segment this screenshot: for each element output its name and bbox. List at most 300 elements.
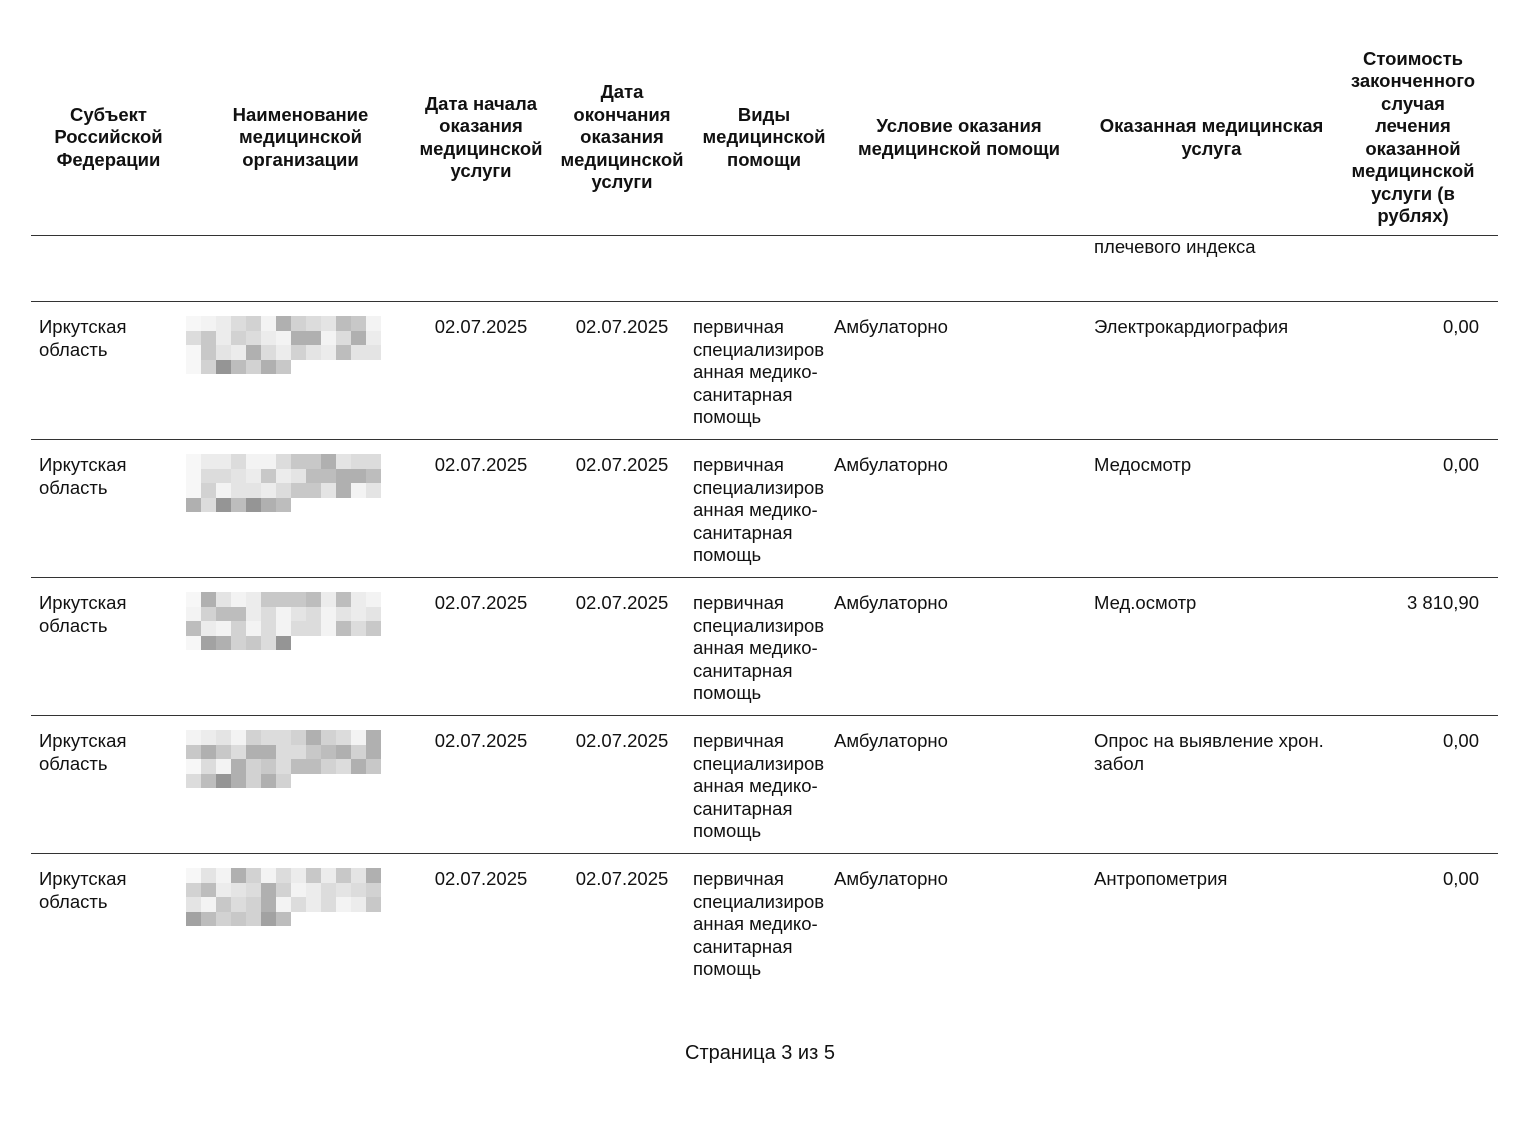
- redaction-pixel: [291, 483, 306, 498]
- table-body: [31, 302, 1498, 991]
- redaction-pixel: [201, 454, 216, 469]
- redaction-pixel: [246, 607, 261, 622]
- redaction-pixel: [231, 316, 246, 331]
- redaction-pixel: [186, 331, 201, 346]
- redaction-pixel: [336, 774, 351, 789]
- redaction-pixel: [321, 483, 336, 498]
- redaction-pixel: [261, 331, 276, 346]
- redaction-pixel: [336, 592, 351, 607]
- redaction-pixel: [231, 498, 246, 513]
- redaction-pixel: [291, 316, 306, 331]
- redaction-pixel: [186, 912, 201, 927]
- redaction-pixel: [306, 883, 321, 898]
- redaction-pixel: [366, 592, 381, 607]
- redaction-pixel: [321, 607, 336, 622]
- redaction-pixel: [366, 897, 381, 912]
- redaction-pixel: [231, 469, 246, 484]
- cell-cost: 0,00: [1442, 454, 1479, 475]
- redaction-pixel: [246, 592, 261, 607]
- redaction-pixel: [216, 469, 231, 484]
- redaction-pixel: [306, 360, 321, 375]
- header-subject: Субъект Российской Федерации: [54, 103, 163, 170]
- redaction-pixel: [336, 607, 351, 622]
- redacted-org-name: [186, 868, 381, 926]
- cell-cost: 0,00: [1442, 316, 1479, 337]
- table-row: [31, 302, 1498, 440]
- redaction-pixel: [231, 360, 246, 375]
- cell-org-redacted: [186, 316, 401, 378]
- redaction-pixel: [291, 592, 306, 607]
- redaction-pixel: [351, 759, 366, 774]
- redacted-org-name: [186, 592, 381, 650]
- cell-condition: Амбулаторно: [834, 592, 948, 613]
- cell-service: Антропометрия: [1094, 868, 1228, 889]
- redaction-pixel: [246, 316, 261, 331]
- cell-care-type: первичная специализиров анная медико- санитарная помощь: [693, 730, 825, 841]
- redaction-pixel: [366, 636, 381, 651]
- redaction-pixel: [306, 774, 321, 789]
- redaction-pixel: [306, 331, 321, 346]
- redaction-pixel: [276, 621, 291, 636]
- redaction-pixel: [336, 454, 351, 469]
- redaction-pixel: [336, 345, 351, 360]
- redaction-pixel: [231, 345, 246, 360]
- redaction-pixel: [291, 883, 306, 898]
- redaction-pixel: [261, 897, 276, 912]
- redaction-pixel: [246, 621, 261, 636]
- cell-subject: Иркутская область: [39, 592, 127, 636]
- redaction-pixel: [306, 483, 321, 498]
- cell-condition: Амбулаторно: [834, 454, 948, 475]
- header-end-date: Дата окончания оказания медицинской услуги: [560, 81, 684, 193]
- cell-cost: 3 810,90: [1406, 592, 1479, 613]
- cell-org-redacted: [186, 454, 401, 516]
- redaction-pixel: [366, 316, 381, 331]
- cell-care-type: первичная специализиров анная медико- санитарная помощь: [693, 316, 825, 427]
- redaction-pixel: [216, 331, 231, 346]
- redaction-pixel: [306, 454, 321, 469]
- redaction-pixel: [366, 469, 381, 484]
- redaction-pixel: [201, 345, 216, 360]
- redaction-pixel: [231, 483, 246, 498]
- redaction-pixel: [216, 316, 231, 331]
- redaction-pixel: [261, 912, 276, 927]
- redaction-pixel: [366, 730, 381, 745]
- redaction-pixel: [366, 912, 381, 927]
- redaction-pixel: [276, 636, 291, 651]
- cell-start-date: 02.07.2025: [434, 454, 528, 475]
- redaction-pixel: [246, 774, 261, 789]
- redaction-pixel: [351, 912, 366, 927]
- redaction-pixel: [216, 759, 231, 774]
- redaction-pixel: [186, 759, 201, 774]
- redaction-pixel: [336, 912, 351, 927]
- redaction-pixel: [261, 498, 276, 513]
- redaction-pixel: [186, 897, 201, 912]
- redaction-pixel: [246, 331, 261, 346]
- redaction-pixel: [351, 883, 366, 898]
- redaction-pixel: [306, 592, 321, 607]
- cell-org-redacted: [186, 868, 401, 930]
- redaction-pixel: [366, 345, 381, 360]
- cell-org-redacted: [186, 592, 401, 654]
- redaction-pixel: [231, 912, 246, 927]
- redaction-pixel: [216, 912, 231, 927]
- redaction-pixel: [291, 360, 306, 375]
- redaction-pixel: [321, 316, 336, 331]
- redaction-pixel: [351, 636, 366, 651]
- redaction-pixel: [351, 868, 366, 883]
- redaction-pixel: [336, 621, 351, 636]
- redaction-pixel: [261, 868, 276, 883]
- redaction-pixel: [186, 345, 201, 360]
- redaction-pixel: [201, 360, 216, 375]
- table-row: [31, 440, 1498, 578]
- redaction-pixel: [336, 360, 351, 375]
- redaction-pixel: [246, 912, 261, 927]
- redaction-pixel: [291, 469, 306, 484]
- cell-service: Мед.осмотр: [1094, 592, 1197, 613]
- redaction-pixel: [306, 730, 321, 745]
- redaction-pixel: [246, 868, 261, 883]
- redaction-pixel: [231, 592, 246, 607]
- redaction-pixel: [336, 331, 351, 346]
- redaction-pixel: [216, 360, 231, 375]
- cell-start-date: 02.07.2025: [434, 868, 528, 889]
- redaction-pixel: [291, 454, 306, 469]
- redaction-pixel: [216, 745, 231, 760]
- redaction-pixel: [231, 883, 246, 898]
- redaction-pixel: [366, 759, 381, 774]
- redaction-pixel: [351, 897, 366, 912]
- redaction-pixel: [276, 774, 291, 789]
- redaction-pixel: [261, 759, 276, 774]
- redaction-pixel: [246, 498, 261, 513]
- redaction-pixel: [306, 498, 321, 513]
- redaction-pixel: [291, 745, 306, 760]
- redaction-pixel: [261, 745, 276, 760]
- redaction-pixel: [246, 883, 261, 898]
- cell-subject: Иркутская область: [39, 730, 127, 774]
- redaction-pixel: [291, 897, 306, 912]
- redaction-pixel: [261, 360, 276, 375]
- redaction-pixel: [291, 621, 306, 636]
- redaction-pixel: [321, 774, 336, 789]
- redaction-pixel: [321, 592, 336, 607]
- cell-end-date: 02.07.2025: [575, 730, 669, 751]
- redaction-pixel: [186, 730, 201, 745]
- redaction-pixel: [336, 868, 351, 883]
- redaction-pixel: [306, 607, 321, 622]
- redaction-pixel: [216, 498, 231, 513]
- redaction-pixel: [186, 469, 201, 484]
- redaction-pixel: [336, 469, 351, 484]
- redaction-pixel: [276, 883, 291, 898]
- redaction-pixel: [261, 607, 276, 622]
- redaction-pixel: [306, 636, 321, 651]
- redaction-pixel: [216, 883, 231, 898]
- redaction-pixel: [321, 469, 336, 484]
- redaction-pixel: [201, 759, 216, 774]
- redaction-pixel: [276, 912, 291, 927]
- redaction-pixel: [276, 345, 291, 360]
- cell-condition: Амбулаторно: [834, 316, 948, 337]
- redaction-pixel: [351, 454, 366, 469]
- redaction-pixel: [261, 469, 276, 484]
- redaction-pixel: [321, 912, 336, 927]
- redaction-pixel: [246, 360, 261, 375]
- redaction-pixel: [186, 883, 201, 898]
- redacted-org-name: [186, 316, 381, 374]
- redaction-pixel: [246, 636, 261, 651]
- redaction-pixel: [201, 592, 216, 607]
- cell-care-type: первичная специализиров анная медико- санитарная помощь: [693, 454, 825, 565]
- redaction-pixel: [186, 498, 201, 513]
- header-care-type: Виды медицинской помощи: [702, 103, 826, 170]
- cell-condition: Амбулаторно: [834, 868, 948, 889]
- header-start-date: Дата начала оказания медицинской услуги: [419, 92, 543, 181]
- table-row: [31, 716, 1498, 854]
- redaction-pixel: [231, 331, 246, 346]
- redaction-pixel: [351, 592, 366, 607]
- redaction-pixel: [321, 883, 336, 898]
- redaction-pixel: [231, 621, 246, 636]
- cell-start-date: 02.07.2025: [434, 316, 528, 337]
- redaction-pixel: [366, 483, 381, 498]
- header-service: Оказанная медицинская услуга: [1099, 115, 1324, 159]
- redacted-org-name: [186, 730, 381, 788]
- redaction-pixel: [351, 774, 366, 789]
- redacted-org-name: [186, 454, 381, 512]
- redaction-pixel: [231, 897, 246, 912]
- redaction-pixel: [246, 345, 261, 360]
- redaction-pixel: [336, 897, 351, 912]
- redaction-pixel: [261, 636, 276, 651]
- redaction-pixel: [351, 331, 366, 346]
- cell-end-date: 02.07.2025: [575, 592, 669, 613]
- redaction-pixel: [336, 883, 351, 898]
- redaction-pixel: [321, 454, 336, 469]
- services-table: [31, 40, 1498, 991]
- cell-condition: Амбулаторно: [834, 730, 948, 751]
- redaction-pixel: [351, 730, 366, 745]
- redaction-pixel: [291, 759, 306, 774]
- cell-care-type: первичная специализиров анная медико- санитарная помощь: [693, 592, 825, 703]
- redaction-pixel: [276, 331, 291, 346]
- redaction-pixel: [291, 607, 306, 622]
- redaction-pixel: [306, 745, 321, 760]
- redaction-pixel: [246, 745, 261, 760]
- redaction-pixel: [336, 745, 351, 760]
- redaction-pixel: [261, 730, 276, 745]
- redaction-pixel: [246, 759, 261, 774]
- redaction-pixel: [336, 759, 351, 774]
- table-header: [31, 40, 1498, 236]
- redaction-pixel: [351, 316, 366, 331]
- redaction-pixel: [276, 730, 291, 745]
- redaction-pixel: [231, 759, 246, 774]
- redaction-pixel: [336, 730, 351, 745]
- header-cost: Стоимость законченного случая лечения оказанной медицинской услуги (в рублях): [1350, 47, 1476, 226]
- redaction-pixel: [321, 636, 336, 651]
- redaction-pixel: [351, 483, 366, 498]
- redaction-pixel: [276, 897, 291, 912]
- redaction-pixel: [201, 316, 216, 331]
- redaction-pixel: [201, 636, 216, 651]
- redaction-pixel: [321, 745, 336, 760]
- redaction-pixel: [276, 454, 291, 469]
- cell-service: Электрокардиография: [1094, 316, 1289, 337]
- redaction-pixel: [351, 621, 366, 636]
- redaction-pixel: [351, 469, 366, 484]
- redaction-pixel: [246, 483, 261, 498]
- redaction-pixel: [366, 868, 381, 883]
- redaction-pixel: [201, 774, 216, 789]
- redaction-pixel: [201, 607, 216, 622]
- redaction-pixel: [186, 621, 201, 636]
- redaction-pixel: [321, 868, 336, 883]
- redaction-pixel: [261, 454, 276, 469]
- redaction-pixel: [306, 469, 321, 484]
- redaction-pixel: [216, 607, 231, 622]
- header-org: Наименование медицинской организации: [232, 103, 369, 170]
- redaction-pixel: [321, 621, 336, 636]
- page-number: Страница 3 из 5: [685, 1042, 835, 1064]
- redaction-pixel: [306, 316, 321, 331]
- redaction-pixel: [276, 469, 291, 484]
- redaction-pixel: [276, 745, 291, 760]
- redaction-pixel: [276, 592, 291, 607]
- redaction-pixel: [276, 868, 291, 883]
- redaction-pixel: [216, 897, 231, 912]
- redaction-pixel: [336, 483, 351, 498]
- redaction-pixel: [216, 483, 231, 498]
- redaction-pixel: [351, 745, 366, 760]
- redaction-pixel: [321, 345, 336, 360]
- redaction-pixel: [216, 774, 231, 789]
- redaction-pixel: [321, 759, 336, 774]
- redaction-pixel: [366, 883, 381, 898]
- redaction-pixel: [231, 745, 246, 760]
- redaction-pixel: [216, 592, 231, 607]
- redaction-pixel: [261, 883, 276, 898]
- cell-service: Медосмотр: [1094, 454, 1192, 475]
- header-condition: Условие оказания медицинской помощи: [857, 115, 1061, 159]
- redaction-pixel: [321, 360, 336, 375]
- redaction-pixel: [201, 498, 216, 513]
- cell-subject: Иркутская область: [39, 316, 127, 360]
- redaction-pixel: [276, 498, 291, 513]
- redaction-pixel: [276, 316, 291, 331]
- redaction-pixel: [231, 607, 246, 622]
- cell-cost: 0,00: [1442, 868, 1479, 889]
- redaction-pixel: [366, 498, 381, 513]
- redaction-pixel: [351, 498, 366, 513]
- redaction-pixel: [336, 316, 351, 331]
- redaction-pixel: [186, 636, 201, 651]
- redaction-pixel: [246, 730, 261, 745]
- redaction-pixel: [186, 483, 201, 498]
- redaction-pixel: [276, 607, 291, 622]
- redaction-pixel: [201, 912, 216, 927]
- redaction-pixel: [216, 868, 231, 883]
- cell-subject: Иркутская область: [39, 454, 127, 498]
- redaction-pixel: [246, 454, 261, 469]
- redaction-pixel: [246, 897, 261, 912]
- redaction-pixel: [216, 621, 231, 636]
- redaction-pixel: [321, 498, 336, 513]
- redaction-pixel: [336, 498, 351, 513]
- redaction-pixel: [186, 607, 201, 622]
- table-row: [31, 854, 1498, 991]
- redaction-pixel: [291, 868, 306, 883]
- redaction-pixel: [216, 730, 231, 745]
- cell-cost: 0,00: [1442, 730, 1479, 751]
- redaction-pixel: [291, 331, 306, 346]
- redaction-pixel: [321, 730, 336, 745]
- redaction-pixel: [366, 607, 381, 622]
- continuation-text: плечевого индекса: [1094, 236, 1256, 257]
- redaction-pixel: [351, 607, 366, 622]
- redaction-pixel: [186, 360, 201, 375]
- redaction-pixel: [276, 360, 291, 375]
- redaction-pixel: [276, 483, 291, 498]
- redaction-pixel: [201, 483, 216, 498]
- redaction-pixel: [201, 897, 216, 912]
- redaction-pixel: [291, 345, 306, 360]
- table-row: [31, 578, 1498, 716]
- cell-care-type: первичная специализиров анная медико- санитарная помощь: [693, 868, 825, 979]
- redaction-pixel: [216, 345, 231, 360]
- cell-subject: Иркутская область: [39, 868, 127, 912]
- redaction-pixel: [321, 897, 336, 912]
- continuation-row: [31, 236, 1498, 302]
- redaction-pixel: [261, 316, 276, 331]
- redaction-pixel: [201, 868, 216, 883]
- redaction-pixel: [291, 730, 306, 745]
- redaction-pixel: [201, 883, 216, 898]
- redaction-pixel: [261, 592, 276, 607]
- redaction-pixel: [291, 774, 306, 789]
- redaction-pixel: [321, 331, 336, 346]
- cell-end-date: 02.07.2025: [575, 454, 669, 475]
- redaction-pixel: [216, 454, 231, 469]
- redaction-pixel: [231, 730, 246, 745]
- redaction-pixel: [306, 868, 321, 883]
- redaction-pixel: [306, 345, 321, 360]
- redaction-pixel: [246, 469, 261, 484]
- redaction-pixel: [201, 730, 216, 745]
- redaction-pixel: [366, 774, 381, 789]
- redaction-pixel: [231, 454, 246, 469]
- cell-end-date: 02.07.2025: [575, 868, 669, 889]
- redaction-pixel: [231, 636, 246, 651]
- redaction-pixel: [201, 469, 216, 484]
- redaction-pixel: [186, 774, 201, 789]
- redaction-pixel: [306, 759, 321, 774]
- redaction-pixel: [366, 331, 381, 346]
- redaction-pixel: [306, 912, 321, 927]
- redaction-pixel: [186, 454, 201, 469]
- redaction-pixel: [351, 345, 366, 360]
- cell-service: Опрос на выявление хрон. забол: [1094, 730, 1324, 774]
- redaction-pixel: [186, 316, 201, 331]
- redaction-pixel: [216, 636, 231, 651]
- redaction-pixel: [261, 774, 276, 789]
- redaction-pixel: [366, 745, 381, 760]
- redaction-pixel: [306, 897, 321, 912]
- redaction-pixel: [186, 868, 201, 883]
